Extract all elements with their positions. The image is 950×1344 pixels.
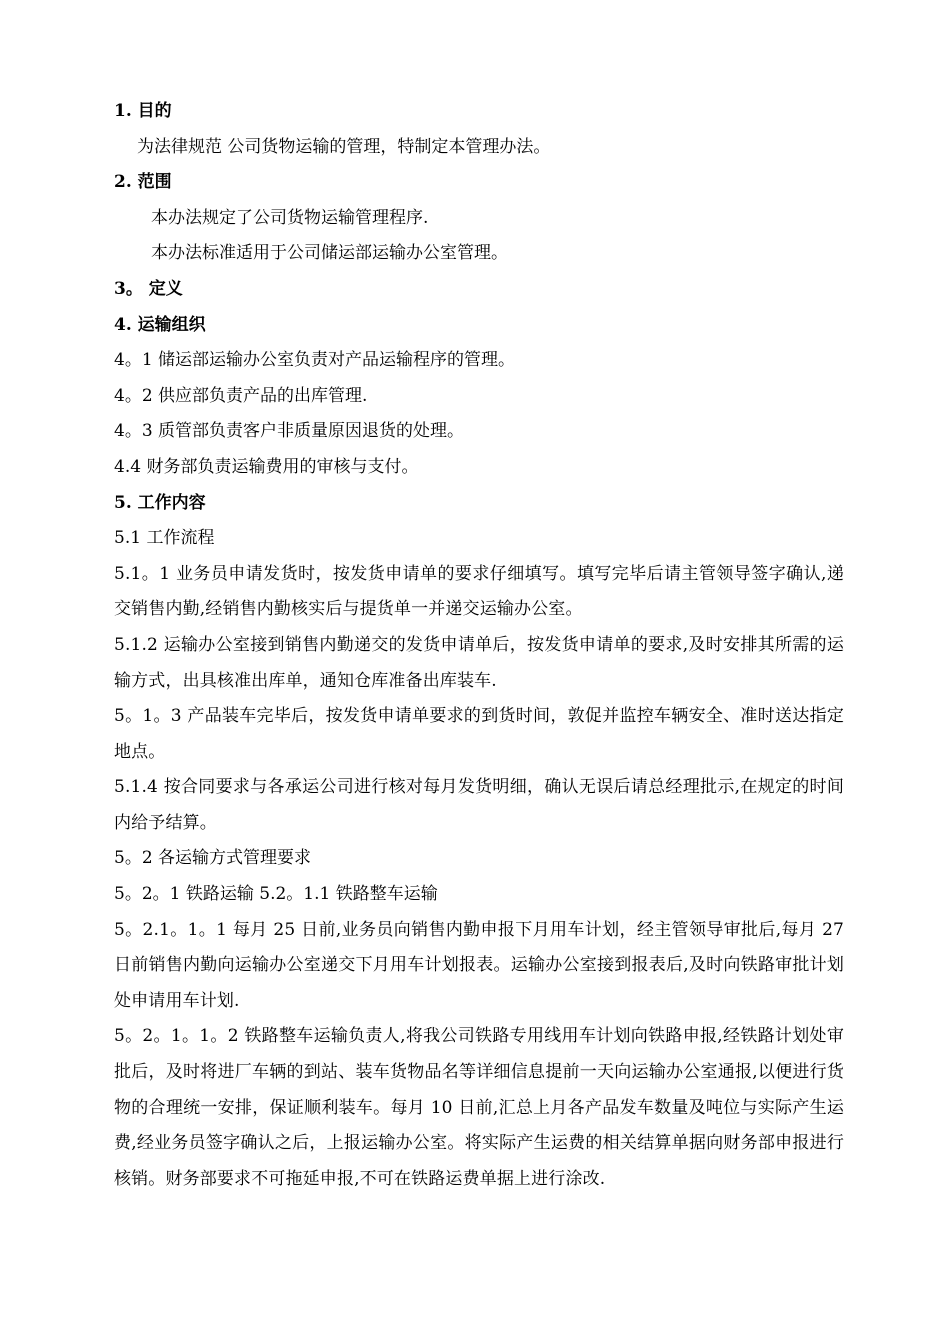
paragraph-5-1-1: 5.1。1 业务员申请发货时，按发货申请单的要求仔细填写。填写完毕后请主管领导签字确认,递交销售内勤,经销售内勤核实后与提货单一并递交运输办公室。	[114, 563, 844, 620]
paragraph-5-1-3: 5。1。3 产品装车完毕后，按发货申请单要求的到货时间，敦促并监控车辆安全、准时送达指定地点。	[114, 706, 844, 762]
organization-item-4-3: 4。3 质管部负责客户非质量原因退货的处理。	[114, 421, 465, 442]
organization-item-4-1: 4。1 储运部运输办公室负责对产品运输程序的管理。	[114, 350, 516, 371]
paragraph-5-1-2: 5.1.2 运输办公室接到销售内勤递交的发货申请单后，按发货申请单的要求,及时安排其所需的运输方式，出具核准出库单，通知仓库准备出库装车.	[114, 634, 844, 691]
scope-text-2: 本办法标准适用于公司储运部运输办公室管理。	[151, 243, 508, 264]
subsection-5-2-title: 5。2 各运输方式管理要求	[114, 848, 312, 869]
paragraph-5-2-1-1-1: 5。2.1。1。1 每月 25 日前,业务员向销售内勤申报下月用车计划，经主管领导审批后,每月 27 日前销售内勤向运输办公室递交下月用车计划报表。运输办公室接到报表后,及时向铁路审批计划处申请用车计划.	[114, 919, 844, 1011]
document-body	[114, 94, 844, 1197]
section-heading-work-content: 5. 工作内容	[114, 492, 206, 513]
paragraph-5-2-1-1-2: 5。2。1。1。2 铁路整车运输负责人,将我公司铁路专用线用车计划向铁路申报,经铁路计划处审批后，及时将进厂车辆的到站、装车货物品名等详细信息提前一天向运输办公室通报,以便进行货物的合理统一安排，保证顺利装车。每月 10 日前,汇总上月各产品发车数量及吨位与实际产生运费,经业务员签字确认之后，上报运输办公室。将实际产生运费的相关结算单据向财务部申报进行核销。财务部要求不可拖延申报,不可在铁路运费单据上进行涂改.	[114, 1026, 844, 1189]
section-heading-organization: 4. 运输组织	[114, 314, 206, 335]
subsection-5-1-title: 5.1 工作流程	[114, 528, 215, 549]
purpose-text: 为法律规范 公司货物运输的管理，特制定本管理办法。	[137, 136, 551, 157]
paragraph-5-1-4: 5.1.4 按合同要求与各承运公司进行核对每月发货明细，确认无误后请总经理批示,在规定的时间内给予结算。	[114, 777, 844, 833]
organization-item-4-2: 4。2 供应部负责产品的出库管理.	[114, 385, 368, 406]
scope-text-1: 本办法规定了公司货物运输管理程序.	[151, 207, 429, 228]
subsection-5-2-1-title: 5。2。1 铁路运输 5.2。1.1 铁路整车运输	[114, 884, 438, 905]
organization-item-4-4: 4.4 财务部负责运输费用的审核与支付。	[114, 456, 419, 477]
section-heading-definition: 3。 定义	[114, 278, 183, 299]
section-heading-scope: 2. 范围	[114, 172, 172, 193]
section-heading-purpose: 1. 目的	[114, 101, 172, 121]
